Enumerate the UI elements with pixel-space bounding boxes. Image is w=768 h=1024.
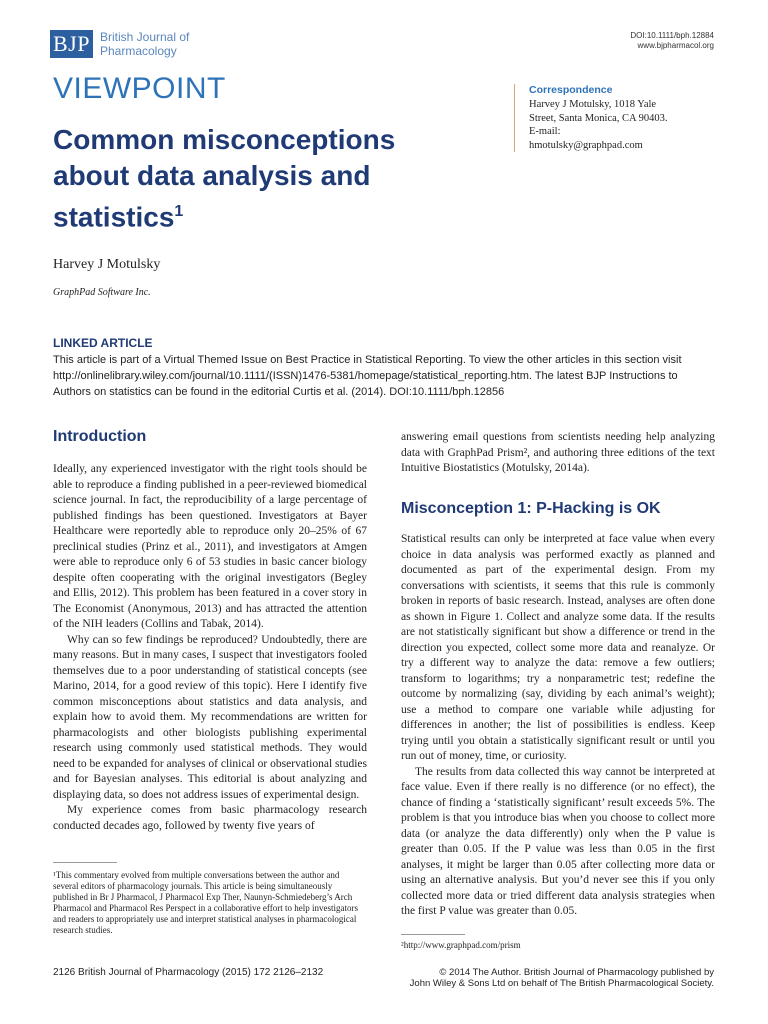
title-footnote-mark: 1 bbox=[174, 203, 184, 220]
linked-article-heading: LINKED ARTICLE bbox=[53, 336, 153, 350]
right-column bbox=[401, 532, 715, 920]
section-heading-misconception-1: Misconception 1: P-Hacking is OK bbox=[401, 500, 661, 517]
paragraph: Why can so few findings be reproduced? Undoubtedly, there are many reasons. But in many cases, I suspect that investigators fooled themselves due to a poor understanding of statistical concepts (see Marino, 2014, for a good review of this topic). Here I identify five common misconceptions about statistics and data analysis, and explain how to avoid them. My recommendations are written for pharmacologists and other biologists publishing experimental research using commonly used statistical methods. They would need to be expanded for analyses of clinical or observational studies and for Bayesian analyses. This editorial is about analyzing and displaying data, so does not address issues of experimental design. bbox=[53, 633, 367, 801]
left-column bbox=[53, 462, 367, 834]
linked-article-text: This article is part of a Virtual Themed Issue on Best Practice in Statistical Reporting. To view the other articles in this section visit http://onlinelibrary.wiley.com/journal/10.1111/(ISSN)1476-5381/homepage/statistical_reporting.htm. The latest BJP Instructions to Authors on statistics can be found in the editorial Curtis et al. (2014). DOI:10.1111/bph.12856 bbox=[53, 354, 682, 398]
doi: DOI:10.1111/bph.12884 bbox=[630, 31, 714, 40]
footnote-2[interactable]: ²http://www.graphpad.com/prism bbox=[401, 940, 521, 950]
journal-logo bbox=[50, 30, 189, 58]
footnote-rule bbox=[53, 862, 117, 863]
paragraph: The results from data collected this way cannot be interpreted at face value. Even if there really is no difference (or no effect), the chance of finding a ‘statistically significant’ result exceeds 5%. The problem is that you introduce bias when you choose to collect more data (or analyze the data differently) only when the P value is greater than 0.05. If the P value was less than 0.05 in the first analyses, it might be larger than 0.05 after collecting more data or using an alternative analysis. But you’d never see this if you only collected more data or tried different data analysis strategies when the first P value was greater than 0.05. bbox=[401, 765, 715, 917]
right-column-top bbox=[401, 430, 715, 477]
copyright-line1: © 2014 The Author. British Journal of Pharmacology published by bbox=[439, 967, 714, 978]
paragraph: Ideally, any experienced investigator with the right tools should be able to reproduce a finding published in a peer-reviewed biomedical science journal. In fact, the reproducibility of a large percentage of published findings has been questioned. Investigators at Bayer Healthcare were reportedly able to reproduce only 20–25% of 67 preclinical studies (Prinz et al., 2011), and investigators at Amgen were able to reproduce only 6 of 53 studies in basic cancer biology despite often cooperating with the original investigators (Begley and Ellis, 2012). This problem has been featured in a cover story in The Economist (Anonymous, 2013) and has attracted the attention of the NIH leaders (Collins and Tabak, 2014). bbox=[53, 463, 367, 630]
section-heading-introduction: Introduction bbox=[53, 428, 147, 445]
correspondence-line1: Harvey J Motulsky, 1018 Yale bbox=[529, 99, 657, 110]
article-title bbox=[53, 122, 473, 235]
copyright-line2: John Wiley & Sons Ltd on behalf of The British Pharmacological Society. bbox=[409, 978, 714, 989]
correspondence-heading: Correspondence bbox=[529, 84, 613, 96]
journal-name bbox=[100, 30, 189, 58]
footnote-1: ¹This commentary evolved from multiple conversations between the author and several editors of pharmacology journals. This article is being simultaneously published in Br J Pharmacol, J Pharmacol Exp Ther, Naunyn-Schmiedeberg’s Arch Pharmacol and Pharmacol Res Perspect in a collaborative effort to help investigators and readers to appropriately use and interpret statistical analyses in pharmacological research studies. bbox=[53, 870, 358, 935]
page-footer-copyright bbox=[394, 967, 714, 989]
footnote-rule bbox=[401, 934, 465, 935]
website-link[interactable]: www.bjpharmacol.org bbox=[637, 41, 714, 50]
linked-article bbox=[53, 336, 718, 400]
article-kind: VIEWPOINT bbox=[53, 72, 226, 105]
page-footer-citation: 2126 British Journal of Pharmacology (2015) 172 2126–2132 bbox=[53, 967, 324, 978]
logo-abbr: BJP bbox=[50, 30, 93, 58]
correspondence-text bbox=[529, 98, 729, 152]
correspondence-line2: Street, Santa Monica, CA 90403. bbox=[529, 112, 668, 124]
article-title-text: Common misconceptions about data analysis and statistics bbox=[53, 124, 396, 233]
doi-block bbox=[630, 31, 714, 51]
correspondence-line3: E-mail: bbox=[529, 126, 561, 137]
author-affiliation: GraphPad Software Inc. bbox=[53, 287, 151, 298]
paragraph: Statistical results can only be interpreted at face value when every choice in data analysis was performed exactly as planned and documented as part of the experimental design. From my conversations with scientists, it seems that this rule is commonly broken in reports of basic research. Instead, analyses are often done as shown in Figure 1. Collect and analyze some data. If the results are not statistically significant but show a difference or trend in the direction you expected, collect some more data and reanalyze. Or try a different way to analyze the data: remove a few outliers; transform to logarithms; try a nonparametric test; redefine the outcome by normalizing (say, dividing by each animal’s weight); use a method to compare one variable while adjusting for differences in another; the list of possibilities is endless. Keep trying until you obtain a statistically significant result or until you run out of money, time, or curiosity. bbox=[401, 533, 715, 762]
paragraph: answering email questions from scientists needing help analyzing data with GraphPad Prism², and authoring three editions of the text Intuitive Biostatistics (Motulsky, 2014a). bbox=[401, 431, 715, 474]
journal-name-line1: British Journal of bbox=[99, 30, 190, 44]
author-name: Harvey J Motulsky bbox=[53, 257, 161, 272]
journal-name-line2: Pharmacology bbox=[99, 44, 177, 58]
correspondence-box bbox=[514, 84, 729, 152]
correspondence-email[interactable]: hmotulsky@graphpad.com bbox=[529, 139, 643, 151]
paragraph: My experience comes from basic pharmacology research conducted decades ago, followed by twenty five years of bbox=[53, 804, 367, 832]
